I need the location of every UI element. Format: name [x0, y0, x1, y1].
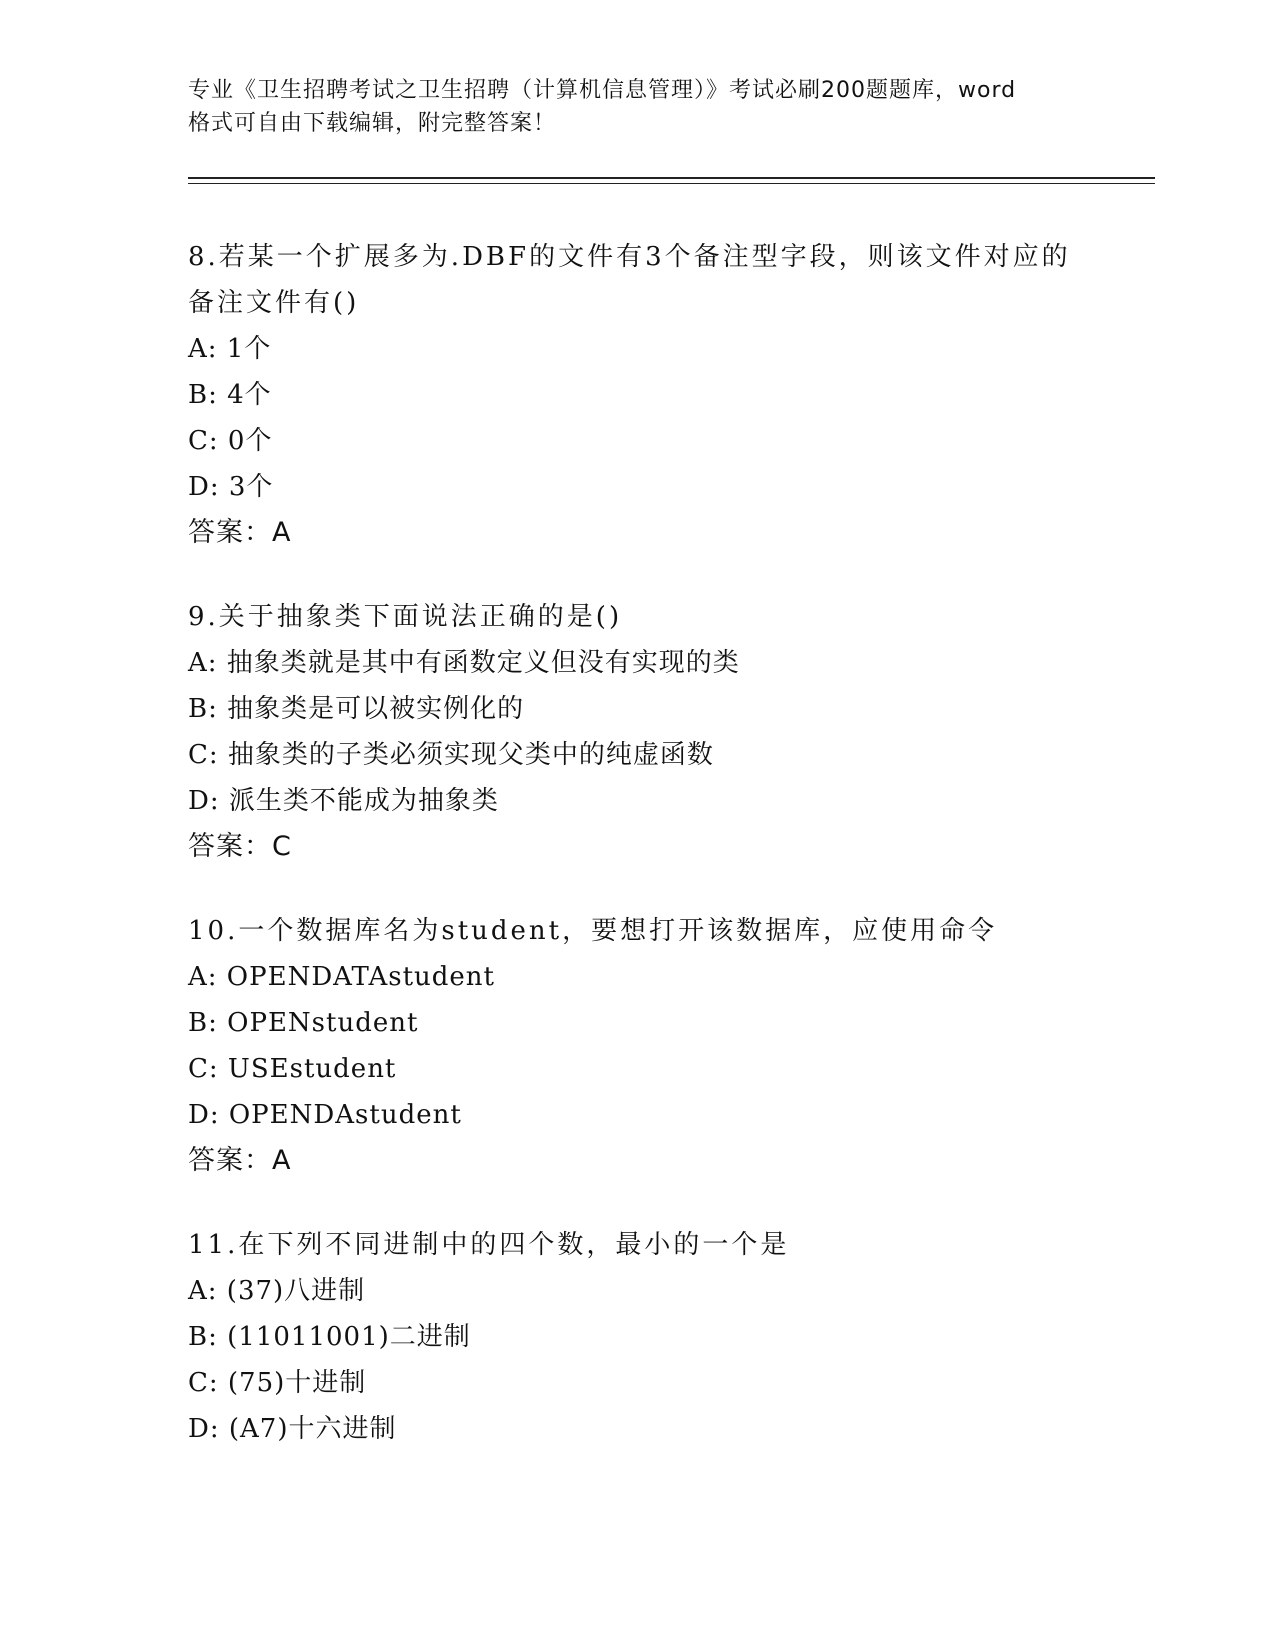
question-list	[188, 234, 1148, 1490]
document-header	[188, 74, 1088, 140]
header-line-2: 格式可自由下载编辑，附完整答案！	[188, 111, 557, 136]
option-c: C: (75)十进制	[188, 1368, 367, 1398]
question-11	[188, 1222, 1148, 1452]
option-c: C: 0个	[188, 426, 273, 456]
question-10	[188, 908, 1148, 1184]
option-b: B: 4个	[188, 380, 272, 410]
answer: 答案：A	[188, 517, 292, 548]
option-c: C: USEstudent	[188, 1054, 397, 1084]
header-line-1: 专业《卫生招聘考试之卫生招聘（计算机信息管理）》考试必刷200题题库，word	[188, 78, 1017, 103]
option-d: D: 3个	[188, 472, 274, 502]
option-d: D: OPENDAstudent	[188, 1100, 462, 1130]
option-d: D: 派生类不能成为抽象类	[188, 786, 499, 816]
question-stem: 8.若某一个扩展多为.DBF的文件有3个备注型字段，则该文件对应的	[188, 242, 1071, 272]
header-divider-thick	[188, 177, 1155, 179]
answer: 答案：C	[188, 831, 292, 862]
option-b: B: 抽象类是可以被实例化的	[188, 694, 525, 724]
option-a: A: (37)八进制	[188, 1276, 366, 1306]
question-stem: 9.关于抽象类下面说法正确的是()	[188, 602, 623, 632]
question-stem-continued: 备注文件有()	[188, 288, 360, 318]
question-stem: 11.在下列不同进制中的四个数，最小的一个是	[188, 1230, 790, 1260]
question-stem: 10.一个数据库名为student，要想打开该数据库，应使用命令	[188, 916, 998, 946]
option-d: D: (A7)十六进制	[188, 1414, 397, 1444]
option-a: A: 1个	[188, 334, 272, 364]
option-a: A: OPENDATAstudent	[188, 962, 495, 992]
header-divider-thin	[188, 183, 1155, 184]
option-b: B: (11011001)二进制	[188, 1322, 471, 1352]
question-8	[188, 234, 1148, 556]
option-a: A: 抽象类就是其中有函数定义但没有实现的类	[188, 648, 740, 678]
answer: 答案：A	[188, 1145, 292, 1176]
option-b: B: OPENstudent	[188, 1008, 419, 1038]
question-9	[188, 594, 1148, 870]
option-c: C: 抽象类的子类必须实现父类中的纯虚函数	[188, 740, 714, 770]
